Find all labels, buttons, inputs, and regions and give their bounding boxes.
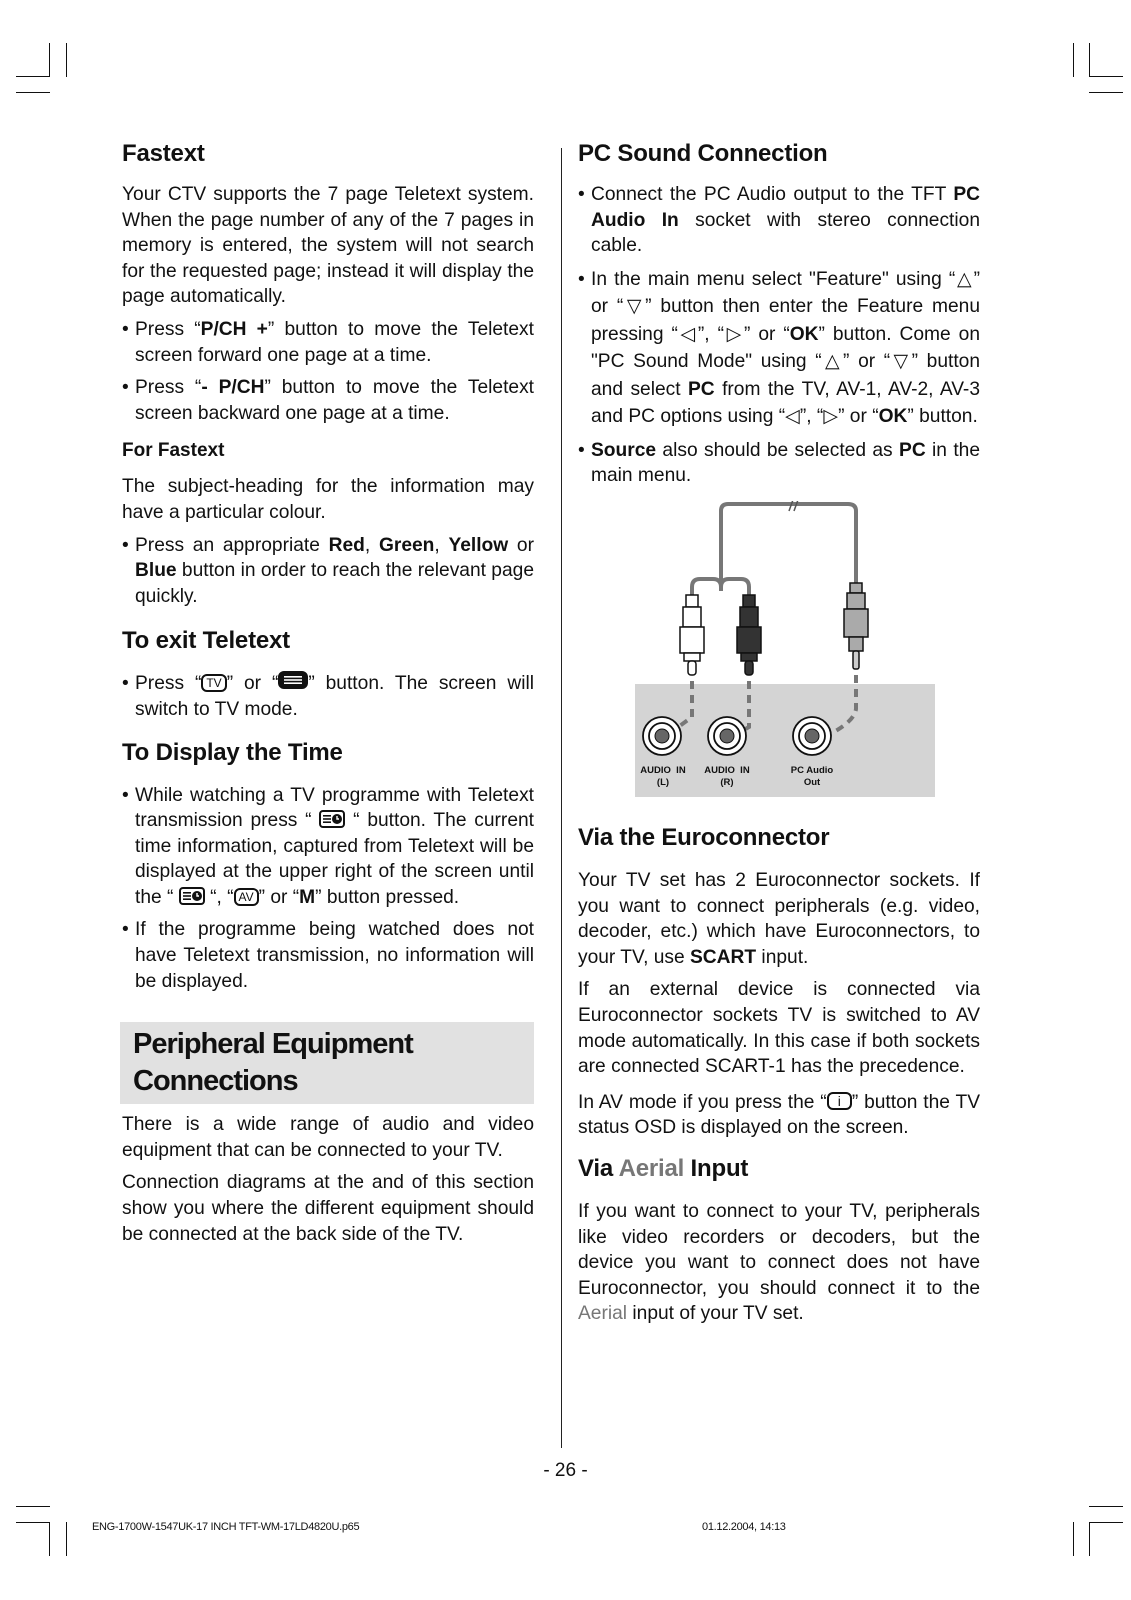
right-column: [578, 140, 980, 1334]
display-time-bullet-2: • If the programme being watched does not have Teletext transmission, no information will be displayed.: [122, 917, 534, 994]
for-fastext-intro: The subject-heading for the information may have a particular colour.: [122, 476, 534, 523]
socket-label-audio-in-l: AUDIO IN (L): [640, 764, 686, 788]
pc-audio-connection-diagram: [578, 501, 980, 806]
page-number: - 26 -: [543, 1460, 588, 1481]
crop-mark: [16, 1522, 50, 1523]
socket-label-pc-audio-out: PC Audio Out: [790, 764, 834, 788]
for-fastext-bullet: • Press an appropriate Red, Green, Yellow or Blue button in order to reach the relevant page quickly.: [122, 533, 534, 610]
crop-mark: [1089, 1506, 1123, 1507]
crop-mark: [1089, 43, 1090, 77]
left-column: [122, 140, 534, 1254]
for-fastext-heading: For Fastext: [122, 440, 225, 462]
peripheral-section-heading: Peripheral Equipment Connections: [120, 1022, 534, 1104]
crop-mark: [1089, 92, 1123, 93]
crop-mark: [1089, 1522, 1123, 1523]
display-time-bullet-1: • While watching a TV programme with Teletext transmission press “ “ button. The current time information, captured from Teletext will be displayed at the upper right of the screen until the “ “, “ AV ” or “M” button pressed.: [122, 783, 534, 911]
exit-teletext-heading: To exit Teletext: [122, 627, 290, 655]
crop-mark: [16, 76, 50, 77]
teletext-time-icon: [179, 887, 205, 908]
audio-in-left-socket: [643, 717, 681, 755]
socket-label-audio-in-r: AUDIO IN (R): [704, 764, 750, 788]
crop-mark: [66, 43, 67, 77]
crop-mark: [1073, 1522, 1074, 1556]
crop-mark: [16, 92, 50, 93]
aerial-heading: Via Aerial Input: [578, 1154, 749, 1182]
euroconnector-para-2: If an external device is connected via Euroconnector sockets TV is switched to AV mode automatically. In this case if both sockets are connected SCART-1 has the precedence.: [578, 979, 980, 1078]
peripheral-para-2: Connection diagrams at the and of this section show you where the different equipment should be connected at the back side of the TV.: [122, 1172, 534, 1245]
crop-mark: [66, 1522, 67, 1556]
crop-mark: [49, 43, 50, 77]
crop-mark: [1073, 43, 1074, 77]
crop-mark: [1089, 1522, 1090, 1556]
footer-date: 01.12.2004, 14:13: [702, 1521, 786, 1533]
crop-mark: [49, 1522, 50, 1556]
pc-sound-bullet-2: • In the main menu select "Feature" using “△” or “▽” button then enter the Feature menu pressing “◁”, “▷” or “OK” button. Come on "PC Sound Mode" using “△” or “▽” button and select PC from the TV, AV-1, AV-2, AV-3 and PC options using “◁”, “▷” or “OK” button.: [578, 266, 980, 431]
euroconnector-para-1: Your TV set has 2 Euroconnector sockets. If you want to connect peripherals (e.g. video, decoder, etc.) which have Euroconnectors, to your TV, use SCART input.: [578, 869, 980, 968]
crop-mark: [1089, 76, 1123, 77]
fastext-bullet-forward: • Press “P/CH +” button to move the Teletext screen forward one page at a time.: [122, 317, 534, 368]
display-time-heading: To Display the Time: [122, 738, 343, 766]
cable-diagram-illustration: [578, 501, 980, 806]
teletext-time-icon: [319, 810, 345, 831]
pc-sound-heading: PC Sound Connection: [578, 140, 828, 167]
av-button-icon: AV: [234, 888, 259, 906]
audio-in-right-socket: [708, 717, 746, 755]
euroconnector-heading: Via the Euroconnector: [578, 823, 830, 851]
fastext-intro: Your CTV supports the 7 page Teletext system. When the page number of any of the 7 pages in memory is entered, the system will not search for the requested page; instead it will display the page automatically.: [122, 184, 534, 308]
crop-mark: [16, 1506, 50, 1507]
fastext-bullet-backward: • Press “- P/CH” button to move the Teletext screen backward one page at a time.: [122, 375, 534, 426]
pc-sound-bullet-3: • Source also should be selected as PC in the main menu.: [578, 438, 980, 489]
footer-file-name: ENG-1700W-1547UK-17 INCH TFT-WM-17LD4820U.p65: [92, 1521, 360, 1533]
euroconnector-para-3: In AV mode if you press the “ i ” button the TV status OSD is displayed on the screen.: [578, 1091, 980, 1139]
pc-sound-bullet-1: • Connect the PC Audio output to the TFT PC Audio In socket with stereo connection cable.: [578, 182, 980, 259]
pc-audio-out-socket: [793, 717, 831, 755]
peripheral-para-1: There is a wide range of audio and video equipment that can be connected to your TV.: [122, 1114, 534, 1161]
info-button-icon: i: [827, 1092, 852, 1110]
exit-teletext-bullet: • Press “ TV ” or “ ” button. The screen will switch to TV mode.: [122, 671, 534, 722]
teletext-button-icon: [278, 671, 308, 689]
aerial-para: If you want to connect to your TV, peripherals like video recorders or decoders, but the device you want to connect does not have Euroconnector, you should connect it to the Aerial input of your TV set.: [578, 1200, 980, 1325]
fastext-heading: Fastext: [122, 140, 205, 167]
column-divider: [561, 148, 562, 1448]
tv-button-icon: TV: [201, 674, 226, 692]
